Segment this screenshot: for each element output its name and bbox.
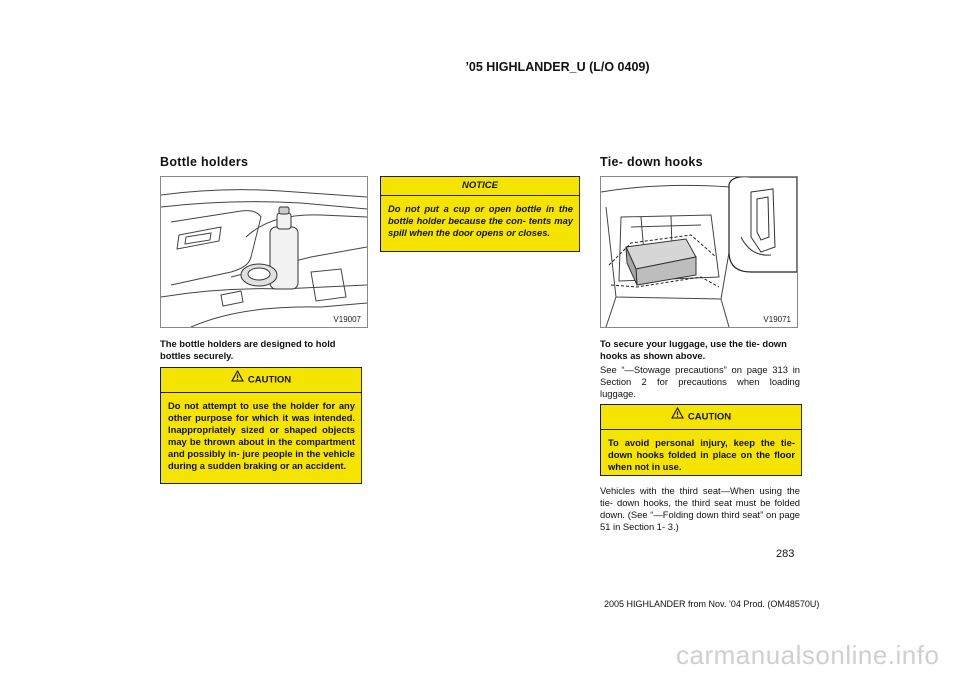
tie-down-hooks-illustration (600, 176, 798, 328)
caution-text: Do not attempt to use the holder for any other purpose for which it was intended. Inappropriately sized or shaped objects may be thrown about in the compartment and possibly in- jure people in the vehicle during a sudden braking or an accident. (168, 400, 355, 471)
warning-triangle-icon (231, 368, 244, 392)
caution-header (601, 405, 801, 430)
watermark: carmanualsonline.info (676, 640, 940, 670)
stowage-reference-text: See “—Stowage precautions” on page 313 in Section 2 for precautions when loading luggage. (600, 364, 800, 399)
page-footer: 2005 HIGHLANDER from Nov. ’04 Prod. (OM48570U) (604, 599, 820, 609)
tie-down-intro: To secure your luggage, use the tie- down hooks as shown above. (600, 338, 787, 361)
caution-box-bottle-holder (160, 367, 362, 484)
notice-text: Do not put a cup or open bottle in the bottle holder because the con- tents may spill when the door opens or closes. (388, 203, 573, 238)
bottle-holder-drawing (161, 177, 367, 327)
notice-box (380, 176, 580, 252)
caution-box-tie-down (600, 404, 802, 476)
notice-header: NOTICE (381, 177, 579, 196)
caution-text: To avoid personal injury, keep the tie- down hooks folded in place on the floor when not in use. (608, 437, 795, 472)
cargo-area-drawing (601, 177, 797, 327)
figure-code: V19071 (763, 315, 791, 324)
caution-label: CAUTION (687, 411, 732, 423)
page-header: ’05 HIGHLANDER_U (L/O 0409) (465, 60, 650, 74)
caution-label: CAUTION (247, 374, 292, 386)
section-title-tie-down-hooks: Tie- down hooks (600, 155, 703, 169)
figure-code: V19007 (333, 315, 361, 324)
page-number: 283 (776, 548, 795, 560)
bottle-holder-illustration (160, 176, 368, 328)
warning-triangle-icon (671, 405, 684, 429)
section-title-bottle-holders: Bottle holders (160, 155, 249, 169)
bottle-holder-intro: The bottle holders are designed to hold bottles securely. (160, 338, 336, 361)
third-seat-note: Vehicles with the third seat—When using the tie- down hooks, the third seat must be folded down. (See “—Folding down third seat” on page 51 in Section 1- 3.) (600, 485, 800, 532)
caution-header (161, 368, 361, 393)
